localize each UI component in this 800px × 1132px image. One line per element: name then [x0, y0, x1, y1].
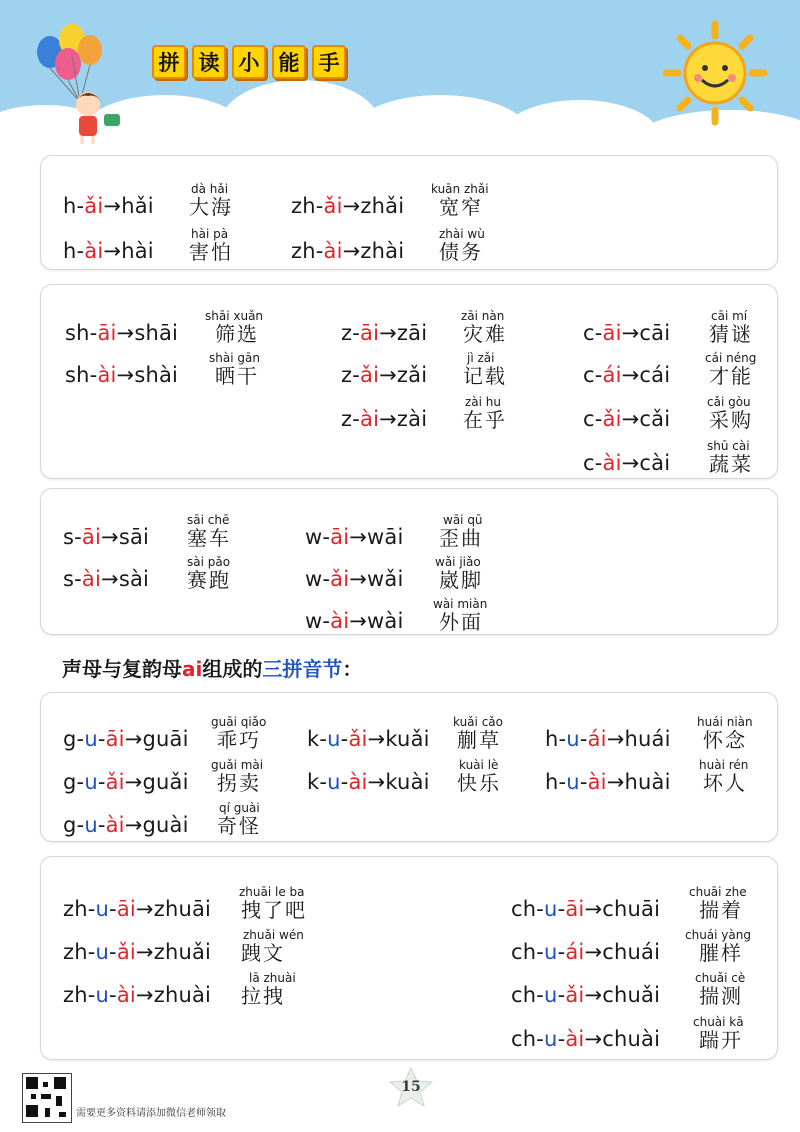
- word-hanzi: 歪曲: [439, 526, 483, 550]
- word-pinyin: jì zǎi: [467, 351, 495, 365]
- word-hanzi: 晒干: [215, 364, 259, 388]
- initial: h-: [63, 194, 85, 218]
- final-tone: ái: [587, 727, 607, 751]
- word-pinyin: cái néng: [705, 351, 757, 365]
- final-tone: ǎi: [602, 407, 622, 431]
- word-hanzi: 记载: [463, 364, 507, 388]
- result: →sāi: [101, 525, 150, 549]
- pinyin-box: [40, 284, 778, 479]
- word-hanzi: 塞车: [187, 526, 231, 550]
- result: →sài: [101, 567, 150, 591]
- word-pinyin: wài miàn: [433, 597, 488, 611]
- syllable: [307, 770, 430, 794]
- medial: u: [95, 897, 110, 921]
- syllable: [63, 194, 154, 218]
- section-subtitle: [62, 653, 362, 682]
- page-title: [152, 45, 346, 79]
- syllable: [583, 321, 670, 345]
- dash: -: [97, 770, 106, 794]
- word-pinyin: shài gān: [209, 351, 260, 365]
- syllable: [63, 239, 154, 263]
- syllable: [65, 321, 178, 345]
- word-hanzi: 踹开: [699, 1028, 743, 1052]
- result: →kuài: [367, 770, 430, 794]
- result: →cái: [621, 363, 671, 387]
- word-hanzi: 拽了吧: [241, 898, 307, 922]
- initial: g-: [63, 813, 85, 837]
- syllable: [583, 407, 670, 431]
- title-char: 手: [312, 45, 346, 79]
- word-pinyin: chuái yàng: [685, 928, 751, 942]
- final-tone: ài: [330, 609, 350, 633]
- word-pinyin: sài pǎo: [187, 555, 231, 569]
- initial: zh-: [63, 897, 96, 921]
- result: →huái: [606, 727, 671, 751]
- word-pinyin: guāi qiǎo: [211, 715, 267, 729]
- result: →guāi: [124, 727, 189, 751]
- dash: -: [557, 940, 566, 964]
- medial: u: [84, 770, 98, 794]
- medial: u: [327, 727, 341, 751]
- initial: g-: [63, 727, 85, 751]
- balloon-girl-illustration: [30, 22, 140, 147]
- final-tone: ài: [565, 1027, 585, 1051]
- medial: u: [544, 983, 558, 1007]
- final-tone: āi: [565, 897, 585, 921]
- dash: -: [557, 1027, 566, 1051]
- initial: w-: [305, 609, 331, 633]
- qr-code: [22, 1073, 72, 1123]
- subtitle-ai: ai: [182, 657, 203, 681]
- word-hanzi: 拐卖: [217, 771, 261, 795]
- dash: -: [97, 813, 106, 837]
- word-hanzi: 灾难: [463, 322, 507, 346]
- initial: z-: [341, 321, 361, 345]
- word-pinyin: dà hǎi: [191, 182, 229, 196]
- word-hanzi: 在乎: [463, 408, 507, 432]
- final-tone: ǎi: [323, 194, 343, 218]
- initial: zh-: [291, 194, 324, 218]
- result: →zhuài: [135, 983, 212, 1007]
- final-tone: ǎi: [348, 727, 368, 751]
- medial: u: [95, 940, 110, 964]
- sun-icon: [660, 18, 770, 128]
- medial: u: [84, 813, 98, 837]
- word-pinyin: huái niàn: [697, 715, 753, 729]
- dash: -: [109, 897, 117, 921]
- dash: -: [109, 983, 117, 1007]
- result: →guǎi: [124, 770, 189, 794]
- initial: k-: [307, 770, 328, 794]
- final-tone: ái: [565, 940, 585, 964]
- initial: c-: [583, 407, 603, 431]
- result: →wài: [349, 609, 404, 633]
- final-tone: ài: [97, 363, 117, 387]
- initial: zh-: [63, 940, 96, 964]
- syllable: [545, 727, 671, 751]
- syllable: [511, 940, 660, 964]
- final-tone: āi: [330, 525, 350, 549]
- result: →zhuǎi: [135, 940, 212, 964]
- final-tone: ài: [84, 239, 104, 263]
- initial: sh-: [65, 321, 98, 345]
- dash: -: [557, 983, 566, 1007]
- subtitle-text: 声母与复韵母: [62, 657, 182, 681]
- initial: ch-: [511, 1027, 545, 1051]
- word-hanzi: 揣测: [699, 984, 743, 1008]
- final-tone: ài: [116, 983, 136, 1007]
- dash: -: [97, 727, 106, 751]
- result: →chuǎi: [584, 983, 661, 1007]
- result: →kuǎi: [367, 727, 430, 751]
- medial: u: [327, 770, 341, 794]
- word-hanzi: 崴脚: [439, 568, 483, 592]
- final-tone: ài: [323, 239, 343, 263]
- final-tone: ái: [602, 363, 622, 387]
- medial: u: [544, 1027, 558, 1051]
- initial: w-: [305, 525, 331, 549]
- title-char: 小: [232, 45, 266, 79]
- word-pinyin: wǎi jiǎo: [435, 555, 481, 569]
- result: →cài: [621, 451, 671, 475]
- syllable: [511, 1027, 660, 1051]
- pinyin-box: [40, 856, 778, 1060]
- final-tone: ài: [602, 451, 622, 475]
- word-pinyin: kuài lè: [459, 758, 499, 772]
- medial: u: [566, 727, 580, 751]
- syllable: [307, 727, 430, 751]
- word-pinyin: cāi mí: [711, 309, 748, 323]
- result: →wǎi: [349, 567, 404, 591]
- initial: h-: [545, 770, 567, 794]
- syllable: [291, 194, 404, 218]
- word-pinyin: shū cài: [707, 439, 750, 453]
- result: →zhài: [342, 239, 405, 263]
- dash: -: [340, 770, 349, 794]
- subtitle-sanpin: 三拼音节: [262, 657, 343, 681]
- result: →zhǎi: [342, 194, 405, 218]
- word-hanzi: 拉拽: [241, 984, 285, 1008]
- result: →cǎi: [621, 407, 671, 431]
- result: →zǎi: [379, 363, 428, 387]
- word-hanzi: 猜谜: [709, 322, 753, 346]
- page-number: 15: [401, 1079, 421, 1095]
- word-hanzi: 乖巧: [217, 728, 261, 752]
- final-tone: āi: [360, 321, 380, 345]
- syllable: [305, 567, 404, 591]
- initial: g-: [63, 770, 85, 794]
- syllable: [583, 363, 670, 387]
- final-tone: ǎi: [105, 770, 125, 794]
- word-pinyin: zhài wù: [439, 227, 485, 241]
- result: →chuái: [584, 940, 661, 964]
- word-pinyin: hài pà: [191, 227, 229, 241]
- word-pinyin: cǎi gòu: [707, 395, 751, 409]
- syllable: [63, 525, 149, 549]
- word-hanzi: 外面: [439, 610, 483, 634]
- syllable: [511, 897, 660, 921]
- syllable: [511, 983, 660, 1007]
- initial: h-: [63, 239, 85, 263]
- syllable: [63, 727, 189, 751]
- syllable: [63, 770, 189, 794]
- initial: w-: [305, 567, 331, 591]
- word-pinyin: guǎi mài: [211, 758, 264, 772]
- word-hanzi: 大海: [189, 195, 233, 219]
- word-pinyin: chuài kā: [693, 1015, 744, 1029]
- title-char: 能: [272, 45, 306, 79]
- word-pinyin: qí guài: [219, 801, 260, 815]
- result: →guài: [124, 813, 189, 837]
- result: →wāi: [349, 525, 404, 549]
- syllable: [63, 897, 211, 921]
- word-hanzi: 怀念: [703, 728, 747, 752]
- final-tone: ǎi: [565, 983, 585, 1007]
- result: →chuāi: [584, 897, 661, 921]
- initial: c-: [583, 363, 603, 387]
- word-pinyin: lā zhuài: [249, 971, 296, 985]
- syllable: [305, 609, 404, 633]
- word-pinyin: shāi xuǎn: [205, 309, 264, 323]
- title-char: 拼: [152, 45, 186, 79]
- word-pinyin: zhuāi le ba: [239, 885, 305, 899]
- result: →zāi: [379, 321, 428, 345]
- syllable: [65, 363, 178, 387]
- word-hanzi: 蔬菜: [709, 452, 753, 476]
- final-tone: āi: [602, 321, 622, 345]
- word-hanzi: 赛跑: [187, 568, 231, 592]
- result: →hǎi: [103, 194, 154, 218]
- final-tone: āi: [105, 727, 125, 751]
- initial: zh-: [291, 239, 324, 263]
- result: →chuài: [584, 1027, 661, 1051]
- word-hanzi: 才能: [709, 364, 753, 388]
- word-hanzi: 债务: [439, 240, 483, 264]
- final-tone: ài: [81, 567, 102, 591]
- footer-note: 需要更多资料请添加微信老师领取: [76, 1108, 226, 1119]
- result: →shāi: [116, 321, 179, 345]
- result: →zhuāi: [135, 897, 212, 921]
- word-hanzi: 采购: [709, 408, 753, 432]
- syllable: [341, 363, 427, 387]
- syllable: [63, 940, 211, 964]
- word-hanzi: 膗样: [699, 941, 743, 965]
- medial: u: [95, 983, 110, 1007]
- dash: -: [579, 727, 588, 751]
- syllable: [583, 451, 670, 475]
- final-tone: āi: [81, 525, 102, 549]
- final-tone: ǎi: [330, 567, 350, 591]
- initial: s-: [63, 525, 82, 549]
- initial: s-: [63, 567, 82, 591]
- syllable: [63, 813, 189, 837]
- word-pinyin: zhuǎi wén: [243, 928, 304, 942]
- syllable: [63, 983, 211, 1007]
- final-tone: ài: [587, 770, 607, 794]
- syllable: [63, 567, 149, 591]
- result: →cāi: [621, 321, 671, 345]
- dash: -: [340, 727, 349, 751]
- word-pinyin: chuǎi cè: [695, 971, 746, 985]
- result: →huài: [606, 770, 671, 794]
- word-pinyin: sāi chē: [187, 513, 230, 527]
- dash: -: [579, 770, 588, 794]
- word-hanzi: 宽窄: [439, 195, 483, 219]
- syllable: [341, 407, 427, 431]
- word-pinyin: kuān zhǎi: [431, 182, 489, 196]
- title-char: 读: [192, 45, 226, 79]
- result: →shài: [116, 363, 179, 387]
- final-tone: ài: [360, 407, 380, 431]
- dash: -: [109, 940, 117, 964]
- syllable: [545, 770, 671, 794]
- result: →zài: [379, 407, 428, 431]
- word-hanzi: 快乐: [457, 771, 501, 795]
- initial: c-: [583, 451, 603, 475]
- initial: ch-: [511, 897, 545, 921]
- word-pinyin: huài rén: [699, 758, 749, 772]
- syllable: [291, 239, 404, 263]
- subtitle-text: 组成的: [202, 657, 263, 681]
- word-hanzi: 蒯草: [457, 728, 501, 752]
- pinyin-box: [40, 692, 778, 842]
- word-pinyin: zāi nàn: [461, 309, 505, 323]
- dash: -: [557, 897, 566, 921]
- initial: c-: [583, 321, 603, 345]
- final-tone: ài: [105, 813, 125, 837]
- word-pinyin: kuǎi cǎo: [453, 715, 503, 729]
- final-tone: ǎi: [84, 194, 104, 218]
- final-tone: ài: [348, 770, 368, 794]
- result: →hài: [103, 239, 154, 263]
- syllable: [305, 525, 404, 549]
- medial: u: [566, 770, 580, 794]
- final-tone: āi: [97, 321, 117, 345]
- word-hanzi: 揣着: [699, 898, 743, 922]
- initial: z-: [341, 407, 361, 431]
- word-hanzi: 奇怪: [217, 814, 261, 838]
- initial: ch-: [511, 983, 545, 1007]
- final-tone: ǎi: [116, 940, 136, 964]
- initial: zh-: [63, 983, 96, 1007]
- pinyin-box: [40, 155, 778, 270]
- initial: ch-: [511, 940, 545, 964]
- word-hanzi: 害怕: [189, 240, 233, 264]
- initial: z-: [341, 363, 361, 387]
- word-hanzi: 跩文: [241, 941, 285, 965]
- word-pinyin: chuāi zhe: [689, 885, 747, 899]
- medial: u: [84, 727, 98, 751]
- word-hanzi: 坏人: [703, 771, 747, 795]
- final-tone: āi: [116, 897, 136, 921]
- subtitle-colon: ：: [342, 657, 363, 681]
- word-pinyin: zài hu: [465, 395, 502, 409]
- syllable: [341, 321, 427, 345]
- pinyin-box: [40, 488, 778, 635]
- initial: h-: [545, 727, 567, 751]
- medial: u: [544, 940, 558, 964]
- medial: u: [544, 897, 558, 921]
- initial: sh-: [65, 363, 98, 387]
- word-pinyin: wāi qū: [443, 513, 483, 527]
- word-hanzi: 筛选: [215, 322, 259, 346]
- final-tone: ǎi: [360, 363, 380, 387]
- initial: k-: [307, 727, 328, 751]
